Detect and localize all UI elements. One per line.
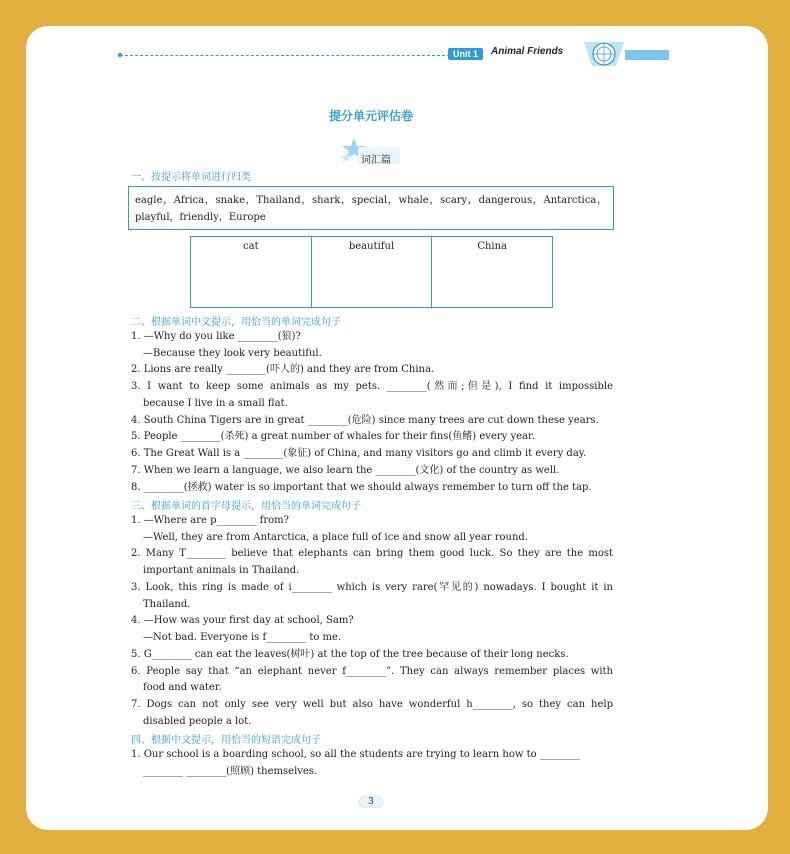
word-bank-box — [128, 186, 614, 230]
header-bar — [625, 50, 669, 60]
word-bank-line: playful，friendly，Europe — [135, 212, 266, 223]
question-line: 4. —How was your first day at school, Sam? — [131, 615, 354, 626]
question-line: 5. People ________(杀死) a great number of whales for their fins(鱼鳍) every year. — [131, 431, 535, 442]
section4-heading: 四、根据中文提示，用恰当的短语完成句子 — [131, 735, 321, 746]
question-line: 6. The Great Wall is a ________(象征) of China, and many visitors go and climb it every day. — [131, 448, 587, 459]
question-line: —Not bad. Everyone is f________ to me. — [143, 632, 342, 643]
question-line: 3. I want to keep some animals as my pets. ________(然而;但是), I find it impossible — [131, 381, 613, 392]
question-line: 7. Dogs can not only see very well but also have wonderful h________, so they can help — [131, 699, 613, 710]
section1-heading: 一、按提示将单词进行归类 — [131, 172, 251, 183]
question-line: food and water. — [143, 682, 222, 693]
unit-name: Animal Friends — [491, 46, 564, 57]
question-line: 3. Look, this ring is made of i________ which is very rare(罕见的) nowadays. I bought it in — [131, 582, 613, 593]
question-line: 1. —Where are p________ from? — [131, 515, 289, 526]
section2-heading: 二、根据单词中文提示，用恰当的单词完成句子 — [131, 317, 341, 328]
section3-heading: 三、根据单词的首字母提示，用恰当的单词完成句子 — [131, 501, 361, 512]
question-line: 8. ________(拯救) water is so important that we should always remember to turn off the tap. — [131, 482, 592, 493]
unit-tag: Unit 1 — [448, 48, 483, 60]
question-line: 2. Many T________ believe that elephants can bring them good luck. So they are the most — [131, 548, 613, 559]
classification-table — [190, 236, 553, 308]
page-title: 提分单元评估卷 — [328, 109, 413, 123]
question-line: Thailand. — [143, 599, 191, 610]
header-rule — [120, 55, 450, 56]
page-number: 3 — [368, 797, 374, 807]
question-line: 4. South China Tigers are in great ________(危险) since many trees are cut down these years. — [131, 415, 599, 426]
vocab-badge-label: 词汇篇 — [361, 155, 391, 166]
question-line: 1. Our school is a boarding school, so all the students are trying to learn how to ________ — [131, 749, 580, 760]
question-line: ________ ________(照顾) themselves. — [143, 766, 318, 777]
word-bank-line: eagle，Africa，snake，Thailand，shark，special，whale，scary，dangerous，Antarctica， — [135, 195, 607, 206]
column-china[interactable]: China — [477, 241, 508, 252]
question-line: 7. When we learn a language, we also learn the ________(文化) of the country as well. — [131, 465, 560, 476]
globe-emblem-icon — [580, 38, 628, 70]
question-line: —Because they look very beautiful. — [143, 348, 322, 359]
question-line: important animals in Thailand. — [143, 565, 300, 576]
question-line: 6. People say that “an elephant never f________”. They can always remember places with — [131, 666, 613, 677]
question-line: 2. Lions are really ________(吓人的) and they are from China. — [131, 364, 435, 375]
question-line: 5. G________ can eat the leaves(树叶) at the top of the tree because of their long necks. — [131, 649, 569, 660]
column-beautiful[interactable]: beautiful — [312, 237, 433, 307]
question-line: disabled people a lot. — [143, 716, 252, 727]
column-cat[interactable]: cat — [191, 237, 312, 307]
question-line: because I live in a small flat. — [143, 398, 288, 409]
question-line: 1. —Why do you like ________(狼)? — [131, 331, 301, 342]
question-line: —Well, they are from Antarctica, a place full of ice and snow all year round. — [143, 532, 529, 543]
